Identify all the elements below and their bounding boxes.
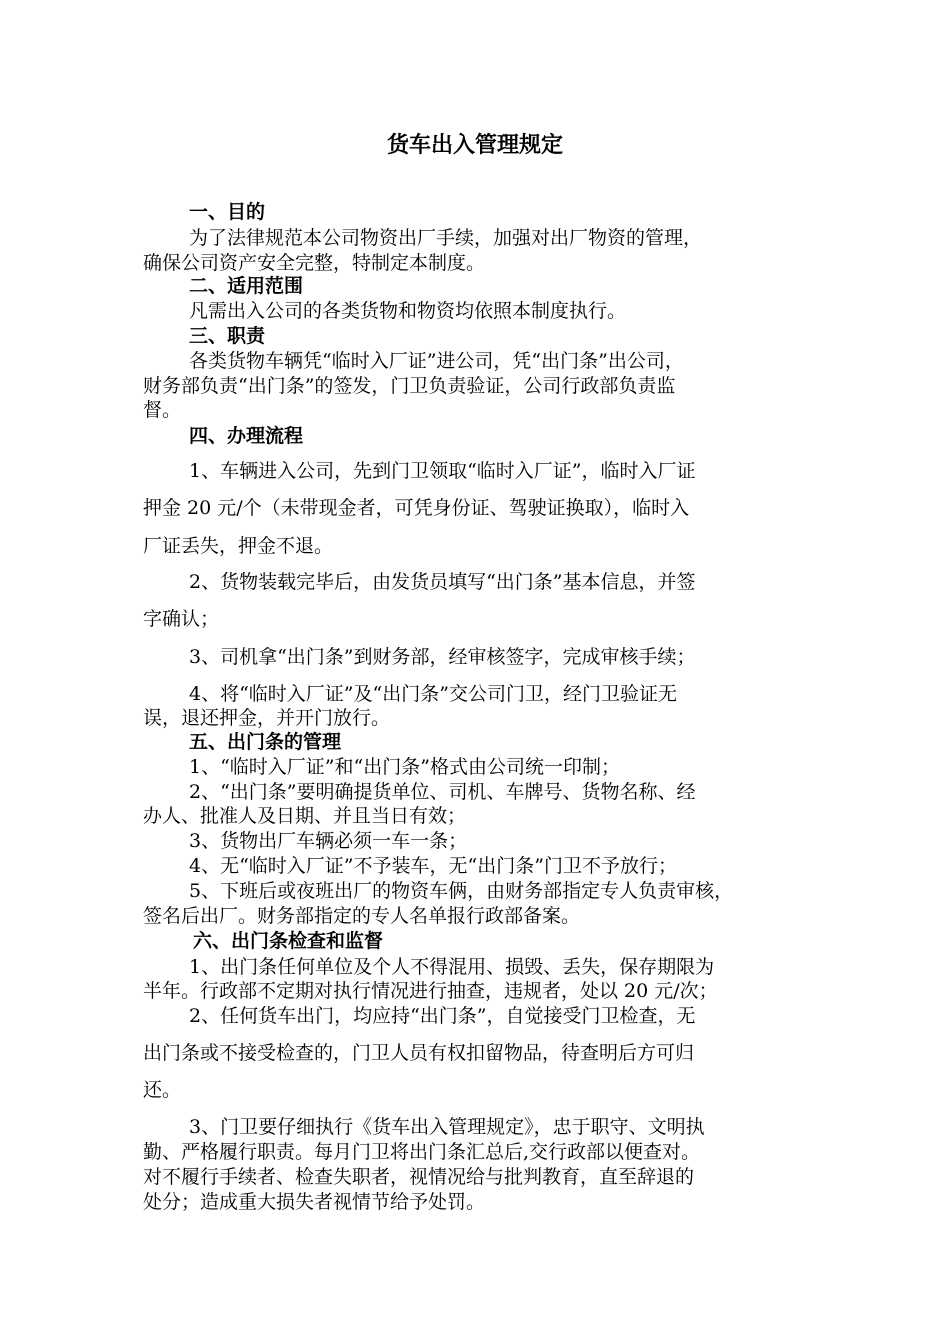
paragraph-line: 4、无“临时入厂证”不予装车，无“出门条”门卫不予放行；: [189, 855, 677, 877]
paragraph-line: 厂证丢失，押金不退。: [143, 535, 334, 557]
paragraph-line: 还。: [143, 1079, 182, 1101]
paragraph-line: 半年。行政部不定期对执行情况进行抽查，违规者，处以 20 元/次；: [143, 980, 718, 1002]
paragraph-line: 处分；造成重大损失者视情节给予处罚。: [143, 1191, 486, 1213]
paragraph-line: 字确认；: [143, 608, 220, 630]
paragraph-line: 1、“临时入厂证”和“出门条”格式由公司统一印制；: [189, 756, 620, 778]
paragraph-line: 3、货物出厂车辆必须一车一条；: [189, 830, 468, 852]
paragraph-line: 押金 20 元/个（未带现金者，可凭身份证、驾驶证换取），临时入: [143, 497, 690, 519]
paragraph-line: 办人、批准人及日期、并且当日有效；: [143, 805, 467, 827]
paragraph-line: 勤、严格履行职责。每月门卫将出门条汇总后,交行政部以便查对。: [143, 1141, 701, 1163]
section-heading-purpose: 一、目的: [189, 201, 266, 223]
paragraph-line: 3、门卫要仔细执行《货车出入管理规定》，忠于职守、文明执: [189, 1116, 705, 1138]
paragraph-line: 财务部负责“出门条”的签发，门卫负责验证，公司行政部负责监: [143, 375, 676, 397]
paragraph-line: 确保公司资产安全完整，特制定本制度。: [143, 252, 486, 274]
document-title: 货车出入管理规定: [386, 133, 563, 158]
paragraph-line: 2、“出门条”要明确提货单位、司机、车牌号、货物名称、经: [189, 781, 696, 803]
section-heading-inspection: 六、出门条检查和监督: [193, 930, 384, 952]
paragraph-line: 误，退还押金，并开门放行。: [143, 707, 391, 729]
paragraph-line: 4、将“临时入厂证”及“出门条”交公司门卫，经门卫验证无: [189, 683, 677, 705]
paragraph-line: 2、任何货车出门，均应持“出门条”，自觉接受门卫检查，无: [189, 1005, 696, 1027]
section-heading-duties: 三、职责: [189, 325, 266, 347]
section-heading-procedure: 四、办理流程: [189, 425, 304, 447]
paragraph-line: 签名后出厂。财务部指定的专人名单报行政部备案。: [143, 905, 581, 927]
paragraph-line: 为了法律规范本公司物资出厂手续，加强对出厂物资的管理，: [189, 227, 703, 249]
paragraph-line: 1、车辆进入公司，先到门卫领取“临时入厂证”，临时入厂证: [189, 460, 696, 482]
section-heading-scope: 二、适用范围: [189, 275, 304, 297]
paragraph-line: 2、货物装载完毕后，由发货员填写“出门条”基本信息，并签: [189, 571, 696, 593]
paragraph-line: 3、司机拿“出门条”到财务部，经审核签字，完成审核手续；: [189, 646, 696, 668]
section-heading-slip-management: 五、出门条的管理: [189, 731, 342, 753]
paragraph-line: 督。: [143, 399, 182, 421]
paragraph-line: 出门条或不接受检查的，门卫人员有权扣留物品，待查明后方可归: [143, 1042, 695, 1064]
paragraph-line: 对不履行手续者、检查失职者，视情况给与批判教育，直至辞退的: [143, 1166, 695, 1188]
paragraph-line: 凡需出入公司的各类货物和物资均依照本制度执行。: [189, 300, 627, 322]
paragraph-line: 1、出门条任何单位及个人不得混用、损毁、丢失，保存期限为: [189, 956, 715, 978]
paragraph-line: 5、下班后或夜班出厂的物资车俩，由财务部指定专人负责审核，: [189, 880, 734, 902]
paragraph-line: 各类货物车辆凭“临时入厂证”进公司，凭“出门条”出公司，: [189, 350, 684, 372]
